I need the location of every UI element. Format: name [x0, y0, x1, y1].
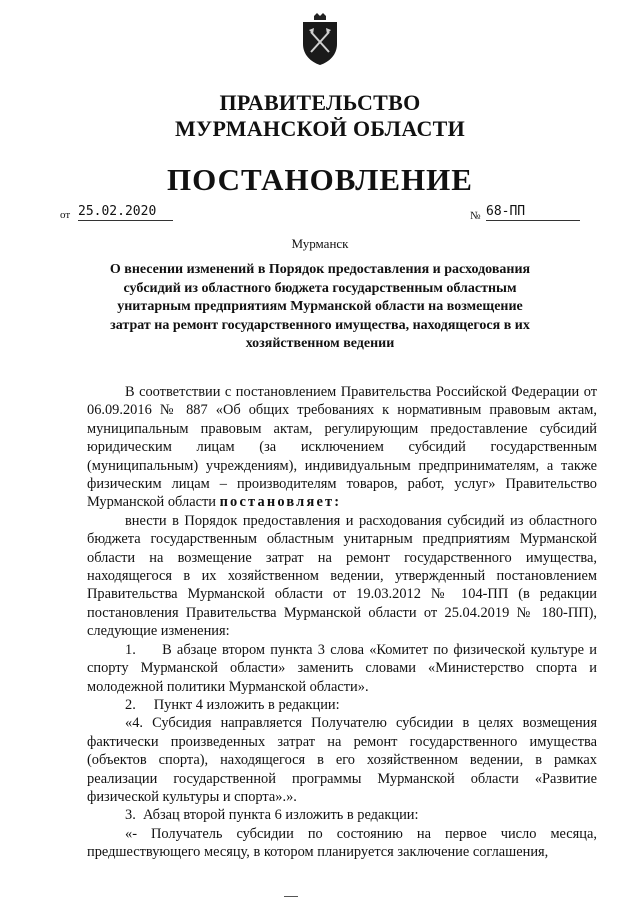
document-number: 68-ПП	[486, 203, 580, 221]
document-type-title: ПОСТАНОВЛЕНИЕ	[167, 162, 473, 197]
government-name-line2: МУРМАНСКОЙ ОБЛАСТИ	[174, 116, 466, 141]
amendment-item-3: 3. Абзац второй пункта 6 изложить в редакции:	[125, 807, 419, 824]
coat-of-arms-icon	[299, 12, 341, 66]
document-subject: О внесении изменений в Порядок предоставления и расходования субсидий из областного бюджета государственным областным унитарным предприятиям Мурманской области на возмещение затрат на ремонт государственного имущества, находящегося в их хозяйственном ведении	[109, 262, 531, 352]
government-name-line1: ПРАВИТЕЛЬСТВО	[219, 90, 421, 115]
page-bottom-mark	[284, 896, 298, 897]
preamble-paragraph	[87, 383, 597, 512]
document-date: 25.02.2020	[78, 203, 173, 221]
quoted-clause-4: «4. Субсидия направляется Получателю субсидии в целях возмещения фактически произведенных затрат на ремонт государственного имущества (объектов спорта), находящегося в его хозяйственном ведении, в рамках реализации государственной программы Мурманской области «Развитие физической культуры и спорта».».	[87, 715, 597, 805]
city-name: Мурманск	[291, 236, 349, 251]
amendment-item-2: 2. Пункт 4 изложить в редакции:	[125, 696, 340, 713]
number-prefix: №	[470, 210, 481, 222]
preamble-text: В соответствии с постановлением Правительства Российской Федерации от 06.09.2016 № 887 «Об общих требованиях к нормативным правовым актам, муниципальным правовым актам, регулирующим предоставление субсидий юридическим лицам (за исключением субсидий государственным (муниципальным) учреждениям), индивидуальным предпринимателям, а также физическим лицам – производителям товаров, работ, услуг» Правительство Мурманской области	[87, 384, 597, 511]
document-body	[87, 383, 597, 862]
quoted-clause-6: «- Получатель субсидии по состоянию на первое число месяца, предшествующего месяцу, в котором планируется заключение соглашения,	[87, 825, 597, 861]
body-paragraph: внести в Порядок предоставления и расходования субсидий из областного бюджета государственным областным унитарным предприятиям Мурманской области на возмещение затрат на ремонт государственного имущества, находящегося в их хозяйственном ведении, утвержденный постановлением Правительства Мурманской области от 19.03.2012 № 104-ПП (в редакции постановления Правительства Мурманской области от 25.04.2019 № 180-ПП), следующие изменения:	[87, 512, 597, 640]
decree-keyword: постановляет:	[219, 494, 342, 511]
amendment-item-1: 1. В абзаце втором пункта 3 слова «Комитет по физической культуре и спорту Мурманской области» заменить словами «Министерство спорта и молодежной политики Мурманской области».	[87, 641, 597, 695]
date-prefix: от	[60, 209, 71, 221]
